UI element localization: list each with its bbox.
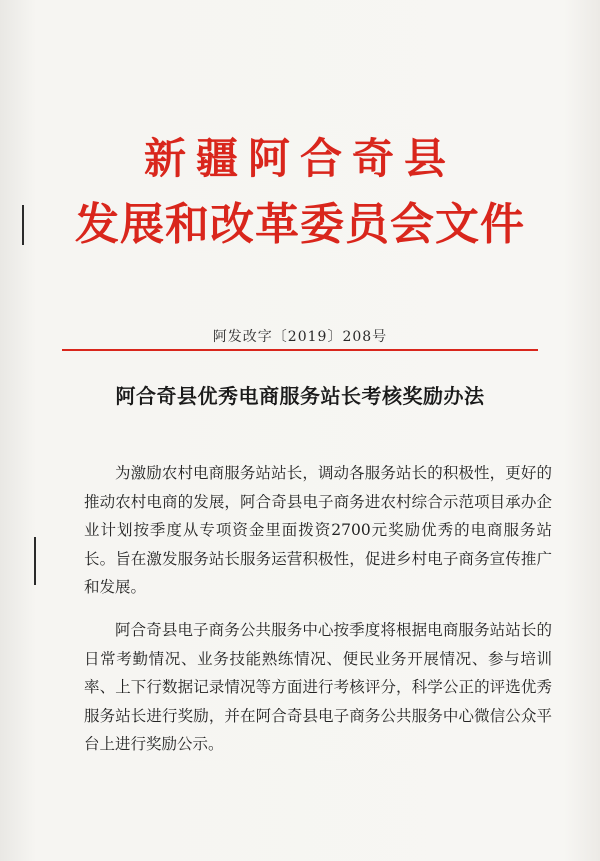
issuer-header-department: 发展和改革委员会文件 (75, 199, 525, 250)
document-number: 阿发改字〔2019〕208号 (212, 329, 388, 345)
scan-edge-mark (34, 537, 36, 585)
red-divider-line (62, 349, 538, 351)
issuer-header-region: 新疆阿合奇县 (143, 134, 456, 183)
body-paragraph-1: 为激励农村电商服务站站长，调动各服务站长的积极性，更好的推动农村电商的发展，阿合奇县电子商务进农村综合示范项目承办企业计划按季度从专项资金里面拨资2700元奖励优秀的电商服务站长。旨在激发服务站长服务运营积极性，促进乡村电子商务宣传推广和发展。 (84, 464, 552, 596)
body-paragraph-2: 阿合奇县电子商务公共服务中心按季度将根据电商服务站站长的日常考勤情况、业务技能熟练情况、便民业务开展情况、参与培训率、上下行数据记录情况等方面进行考核评分，科学公正的评选优秀服务站长进行奖励，并在阿合奇县电子商务公共服务中心微信公众平台上进行奖励公示。 (84, 621, 552, 753)
document-title: 阿合奇县优秀电商服务站长考核奖励办法 (115, 384, 485, 408)
